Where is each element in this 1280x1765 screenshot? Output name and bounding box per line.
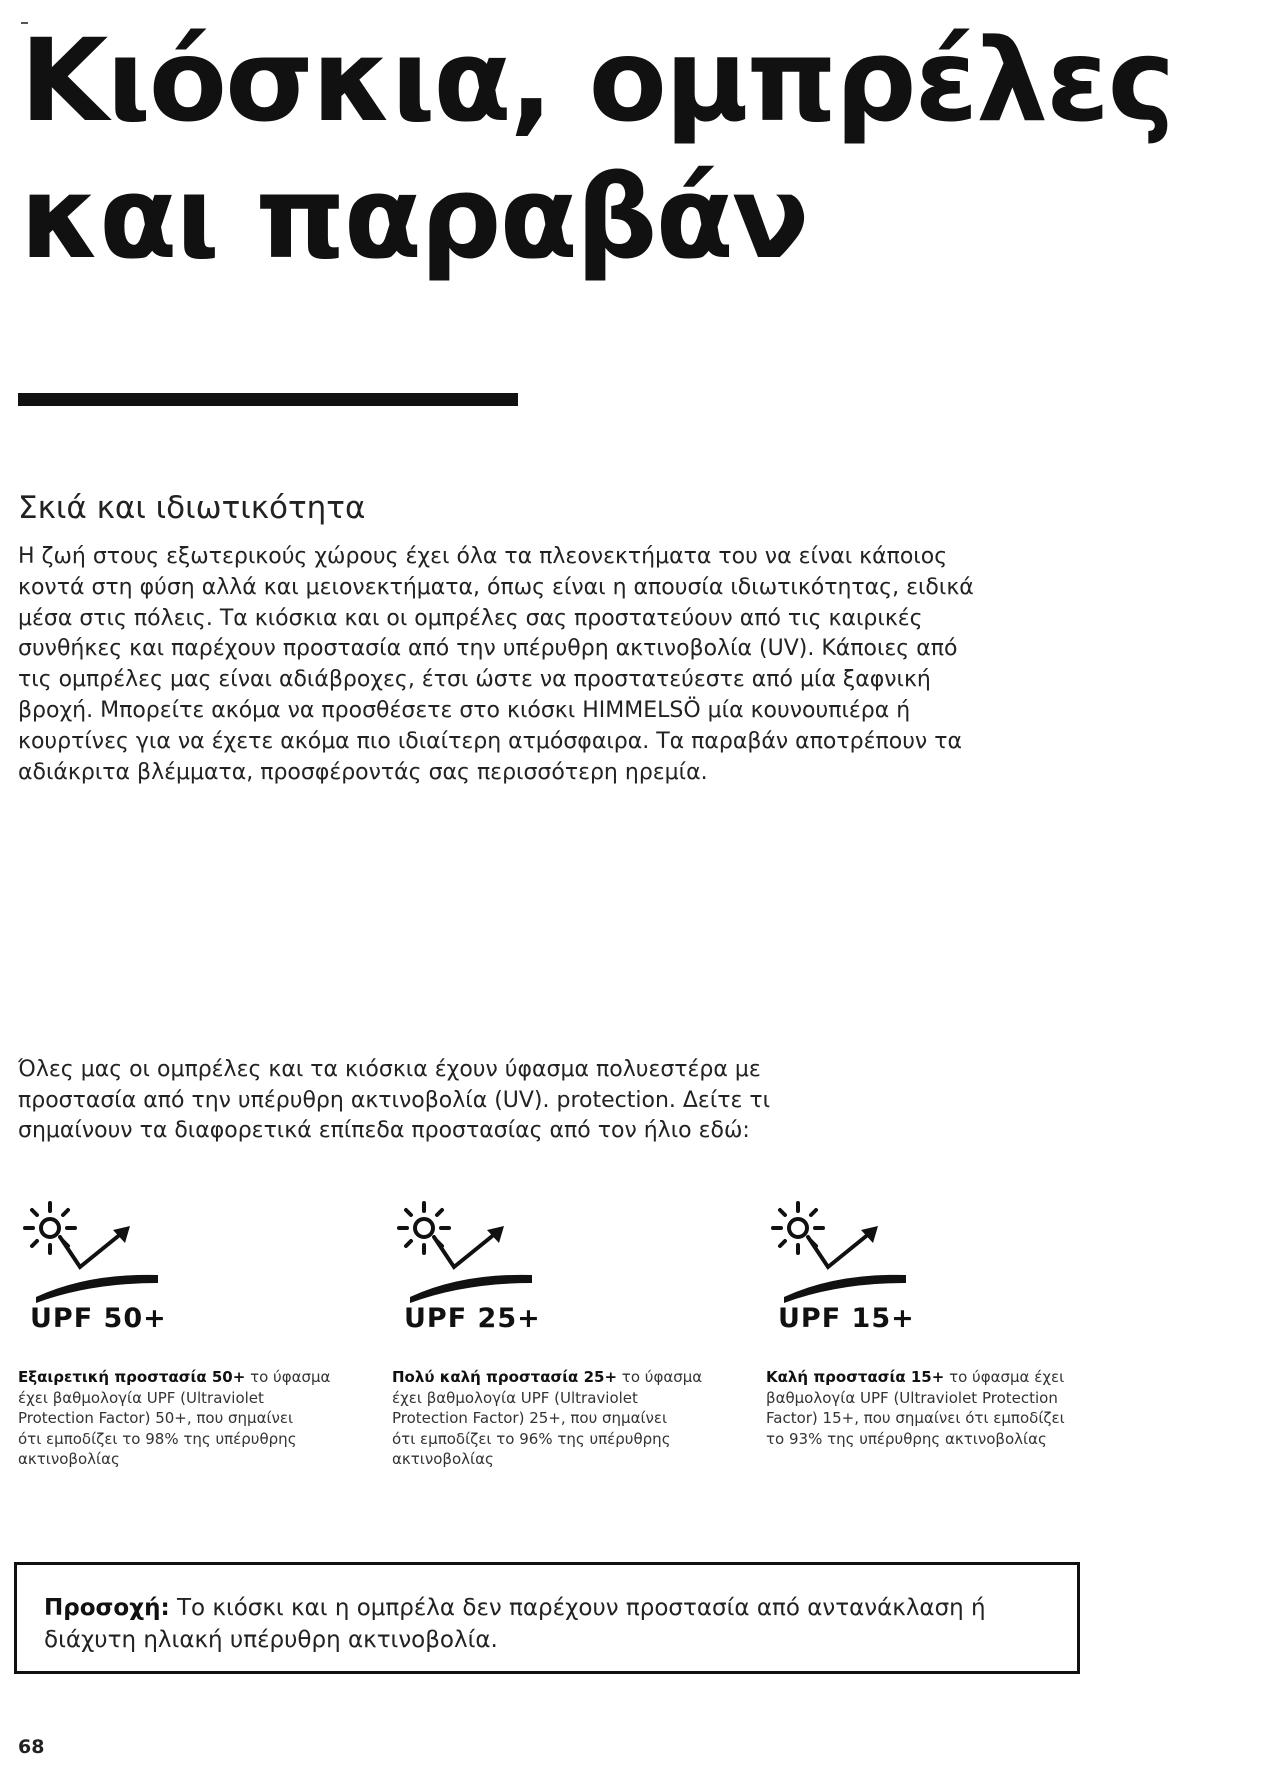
sun-uv-reflection-icon	[392, 1195, 532, 1305]
upf-description-title: Εξαιρετική προστασία 50+	[18, 1368, 246, 1386]
warning-line: διάχυτη ηλιακή υπέρυθρη ακτινοβολία.	[44, 1627, 498, 1653]
page-title-line: και παραβάν	[20, 151, 808, 284]
intro-line: βροχή. Μπορείτε ακόμα να προσθέσετε στο κιόσκι HIMMELSÖ μία κουνουπιέρα ή	[18, 697, 911, 723]
upf-description-title: Καλή προστασία 15+	[766, 1368, 945, 1386]
intro-line: συνθήκες και παρέχουν προστασία από την υπέρυθρη ακτινοβολία (UV). Κάποιες από	[18, 636, 958, 662]
upf-intro-paragraph	[18, 1055, 1018, 1147]
upf-label: UPF 25+	[404, 1303, 541, 1334]
upf-level-card	[392, 1195, 732, 1468]
upf-description-line: ότι εμποδίζει το 98% της υπέρυθρης	[18, 1429, 297, 1448]
upf-description-title: Πολύ καλή προστασία 25+	[392, 1368, 618, 1386]
upf-description-line: ακτινοβολίας	[18, 1450, 120, 1468]
upf-description	[18, 1367, 330, 1470]
upf-level-card	[766, 1195, 1106, 1448]
intro-line: κοντά στη φύση αλλά και μειονεκτήματα, όπως είναι η απουσία ιδιωτικότητας, ειδικά	[18, 574, 974, 600]
warning-line	[44, 1592, 986, 1624]
intro-line: αδιάκριτα βλέμματα, προσφέροντάς σας περισσότερη ηρεμία.	[18, 759, 708, 785]
page-title-line: Κιόσκια, ομπρέλες	[20, 14, 1174, 147]
upf-description-line: έχει βαθμολογία UPF (Ultraviolet	[18, 1388, 264, 1407]
upf-description-line: Protection Factor) 25+, που σημαίνει	[392, 1409, 668, 1427]
upf-intro-line: προστασία από την υπέρυθρη ακτινοβολία (UV). protection. Δείτε τι	[18, 1087, 771, 1113]
warning-label: Προσοχή:	[44, 1595, 170, 1621]
upf-description-text: το ύφασμα	[617, 1368, 703, 1386]
upf-description	[392, 1367, 702, 1470]
page-number: 68	[18, 1736, 45, 1758]
intro-line: μέσα στις πόλεις. Τα κιόσκια και οι ομπρέλες σας προστατεύουν από τις καιρικές	[18, 605, 923, 631]
upf-description-line: ότι εμποδίζει το 96% της υπέρυθρης	[392, 1429, 671, 1448]
upf-label: UPF 50+	[30, 1303, 167, 1334]
upf-level-card	[18, 1195, 358, 1468]
warning-text	[44, 1592, 986, 1656]
intro-line: κουρτίνες για να έχετε ακόμα πιο ιδιαίτερη ατμόσφαιρα. Τα παραβάν αποτρέπουν τα	[18, 728, 962, 754]
upf-description-line	[18, 1367, 330, 1388]
page-title	[20, 12, 1270, 286]
title-divider	[18, 393, 518, 406]
upf-description-text: το ύφασμα έχει	[944, 1368, 1065, 1386]
upf-description-line: έχει βαθμολογία UPF (Ultraviolet	[392, 1388, 638, 1407]
sun-uv-reflection-icon	[766, 1195, 906, 1305]
upf-description-text: το ύφασμα	[245, 1368, 331, 1386]
upf-description-line: Protection Factor) 50+, που σημαίνει	[18, 1409, 294, 1427]
upf-label: UPF 15+	[778, 1303, 915, 1334]
warning-box	[14, 1562, 1080, 1674]
upf-description-line	[766, 1367, 1065, 1388]
intro-line: Η ζωή στους εξωτερικούς χώρους έχει όλα τα πλεονεκτήματα του να είναι κάποιος	[18, 544, 948, 569]
upf-description-line: Factor) 15+, που σημαίνει ότι εμποδίζει	[766, 1409, 1065, 1427]
section-heading: Σκιά και ιδιωτικότητα	[18, 490, 366, 526]
intro-paragraph	[18, 542, 1063, 788]
warning-line-text: Το κιόσκι και η ομπρέλα δεν παρέχουν προστασία από αντανάκλαση ή	[169, 1595, 986, 1621]
upf-description-line: το 93% της υπέρυθρης ακτινοβολίας	[766, 1429, 1047, 1448]
upf-description-line	[392, 1367, 702, 1388]
upf-description-line: βαθμολογία UPF (Ultraviolet Protection	[766, 1388, 1058, 1407]
intro-line: τις ομπρέλες μας είναι αδιάβροχες, έτσι ώστε να προστατεύεστε από μία ξαφνική	[18, 667, 931, 693]
upf-intro-line: σημαίνουν τα διαφορετικά επίπεδα προστασίας από τον ήλιο εδώ:	[18, 1118, 750, 1143]
upf-description-line: ακτινοβολίας	[392, 1450, 494, 1468]
sun-uv-reflection-icon	[18, 1195, 158, 1305]
upf-description	[766, 1367, 1065, 1449]
upf-intro-line: Όλες μας οι ομπρέλες και τα κιόσκια έχουν ύφασμα πολυεστέρα με	[18, 1057, 761, 1082]
